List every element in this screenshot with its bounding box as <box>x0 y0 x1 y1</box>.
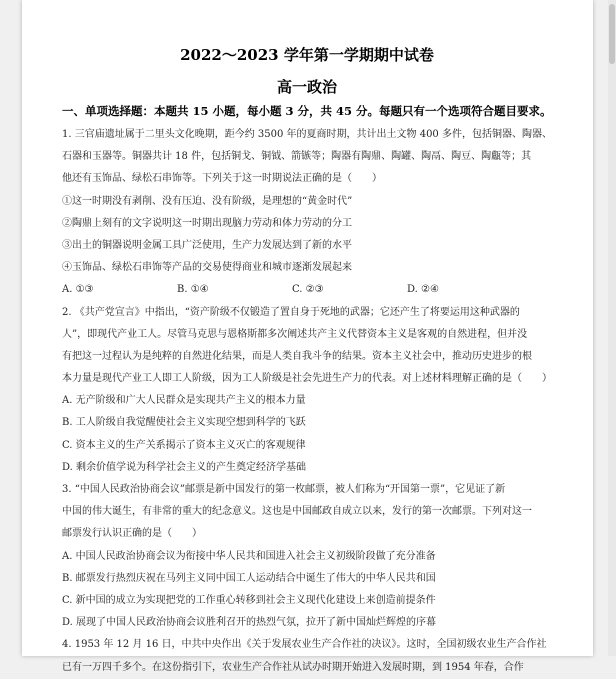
document-content <box>62 44 552 679</box>
question-text-line: 本力量是现代产业工人即工人阶级，因为工人阶级是社会先进生产力的代表。对上述材料理解正确的是（ ） <box>62 373 552 385</box>
question-text-line: 有把这一过程认为是纯粹的自然进化结果，而是人类自我斗争的结果。资本主义社会中，推动历史进步的根 <box>62 350 532 362</box>
question-text-line: 人”，即现代产业工人。尽管马克思与恩格斯都多次阐述共产主义代替资本主义是客观的自然进程，但并没 <box>62 328 528 340</box>
options-row <box>62 279 552 301</box>
option-d: D. 剩余价值学说为科学社会主义的产生奠定经济学基础 <box>62 461 307 473</box>
option-b: B. 工人阶级自我觉醒使社会主义实现空想到科学的飞跃 <box>62 417 306 429</box>
option-d: D. ②④ <box>407 284 439 296</box>
option-c: C. 资本主义的生产关系揭示了资本主义灭亡的客观规律 <box>62 439 306 451</box>
option-b: B. 邮票发行热烈庆祝在马列主义同中国工人运动结合中诞生了伟大的中华人民共和国 <box>62 572 436 584</box>
statement-1: ①这一时期没有剥削、没有压迫、没有阶级，是理想的“黄金时代” <box>62 195 353 207</box>
option-d: D. 展现了中国人民政治协商会议胜利召开的热烈气氛，拉开了新中国灿烂辉煌的序幕 <box>62 617 437 629</box>
exam-title: 2022～2023 学年第一学期期中试卷 <box>180 46 434 64</box>
question-text-line: 1. 三官庙遗址属于二里头文化晚期，距今约 3500 年的夏商时期，共计出土文物 400 多件，包括铜器、陶器、 <box>62 129 552 140</box>
question-3 <box>62 479 552 634</box>
question-text-line: 他还有玉饰品、绿松石串饰等。下列关于这一时期说法正确的是（ ） <box>62 173 382 185</box>
option-a: A. ①③ <box>62 284 94 296</box>
exam-subtitle: 高一政治 <box>276 78 337 96</box>
question-2 <box>62 302 552 480</box>
question-text-line: 石器和玉器等。铜器共计 18 件，包括铜戈、铜钺、箭镞等；陶器有陶鼎、陶罐、陶鬲、陶豆、陶甗等；其 <box>62 151 532 163</box>
section-heading: 一、单项选择题：本题共 15 小题，每小题 3 分，共 45 分。每题只有一个选项符合题目要求。 <box>62 104 552 118</box>
question-text-line: 中国的伟大诞生，有非常的重大的纪念意义。这也是中国邮政自成立以来，发行的第一次邮票。下列对这一 <box>62 506 532 518</box>
option-c: C. 新中国的成立为实现把党的工作重心转移到社会主义现代化建设上来创造前提条件 <box>62 594 436 606</box>
option-a: A. 中国人民政治协商会议为衔接中华人民共和国进入社会主义初级阶段做了充分准备 <box>62 550 436 562</box>
statement-4: ④玉饰品、绿松石串饰等产品的交易使得商业和城市逐渐发展起来 <box>62 262 352 274</box>
scrollbar[interactable] <box>608 0 616 656</box>
question-text-line: 3. “中国人民政治协商会议”邮票是新中国发行的第一枚邮票，被人们称为“开国第一票”，它见证了新 <box>62 484 506 495</box>
question-text-line: 邮票发行认识正确的是（ ） <box>62 528 202 540</box>
statement-3: ③出土的铜器说明金属工具广泛使用，生产力发展达到了新的水平 <box>62 239 352 251</box>
question-1 <box>62 124 552 302</box>
scrollbar-thumb[interactable] <box>609 4 615 64</box>
question-text-line: 已有一万四千多个。在这份指引下，农业生产合作社从试办时期开始进入发展时期，到 1954 年春，合作 <box>62 661 524 673</box>
question-text-line: 2. 《共产党宣言》中指出，“资产阶级不仅锻造了置自身于死地的武器；它还产生了将要运用这种武器的 <box>62 306 520 318</box>
option-a: A. 无产阶级和广大人民群众是实现共产主义的根本力量 <box>62 395 306 407</box>
option-c: C. ②③ <box>292 284 324 296</box>
statement-2: ②陶鼎上刻有的文字说明这一时期出现脑力劳动和体力劳动的分工 <box>62 217 352 229</box>
option-b: B. ①④ <box>177 284 209 296</box>
document-page <box>22 0 593 673</box>
question-4 <box>62 634 552 678</box>
question-text-line: 4. 1953 年 12 月 16 日，中共中央作出《关于发展农业生产合作社的决议》。这时，全国初级农业生产合作社 <box>62 639 547 651</box>
